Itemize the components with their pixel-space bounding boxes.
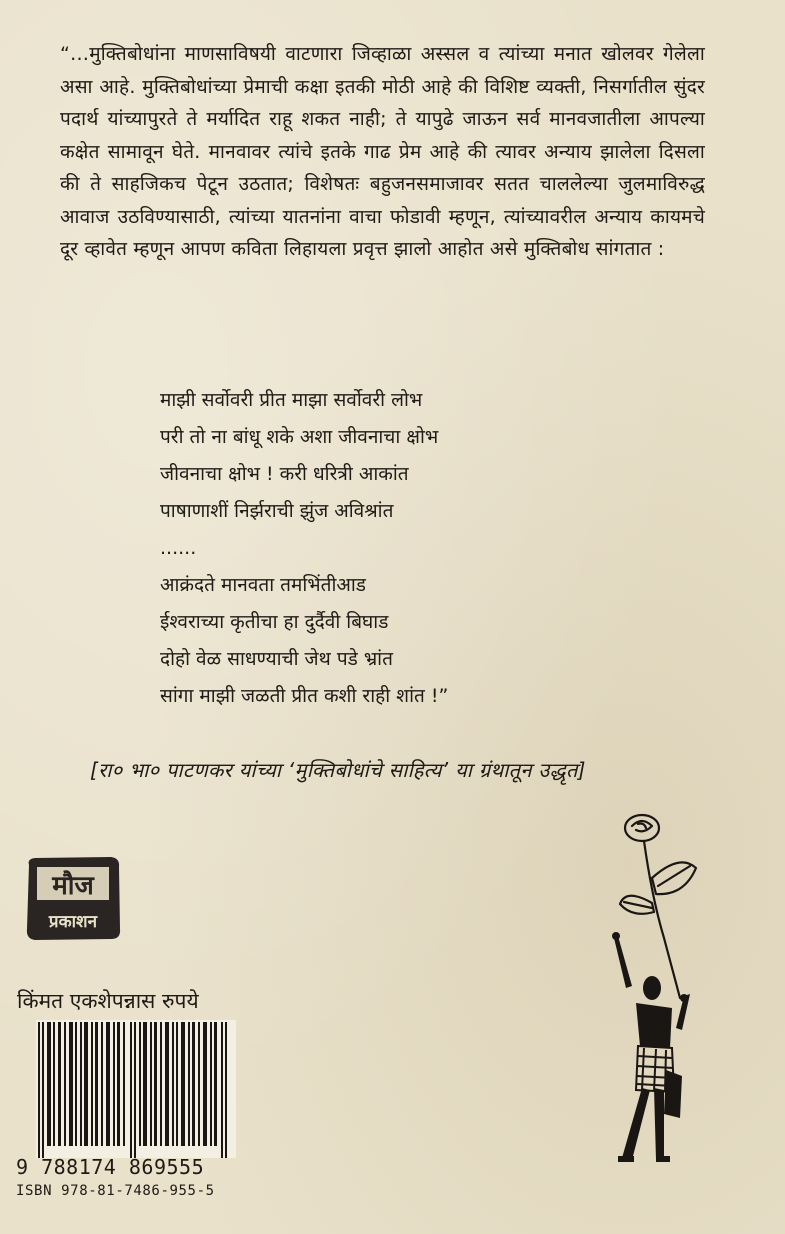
barcode-number: 9 788174 869555: [16, 1155, 205, 1179]
logo-text-mauj: मौज: [52, 871, 94, 901]
figure-with-flower-illustration: [592, 808, 712, 1168]
poem-line: दोहो वेळ साधण्याची जेथ पडे भ्रांत: [160, 648, 393, 670]
barcode: [36, 1020, 236, 1158]
logo-text-prakashan: प्रकाशन: [48, 912, 98, 932]
publisher-logo: [23, 855, 123, 941]
source-citation: [रा० भा० पाटणकर यांच्या ‘मुक्तिबोधांचे साहित्य’ या ग्रंथातून उद्धृत]: [90, 758, 586, 782]
poem-line: पाषाणाशीं निर्झराची झुंज अविश्रांत: [160, 500, 394, 522]
intro-paragraph: “…मुक्तिबोधांना माणसाविषयी वाटणारा जिव्हाळा अस्सल व त्यांच्या मनात खोलवर गेलेला असा आहे. मुक्तिबोधांच्या प्रेमाची कक्षा इतकी मोठी आहे की विशिष्ट व्यक्ती, निसर्गातील सुंदर पदार्थ यांच्यापुरते ते मर्यादित राहू शकत नाही; ते यापुढे जाऊन सर्व मानवजातीला आपल्या कक्षेत सामावून घेते. मानवावर त्यांचे इतके गाढ प्रेम आहे की त्यावर अन्याय झालेला दिसला की ते साहजिकच पेटून उठतात; विशेषतः बहुजनसमाजावर सतत चाललेल्या जुलमाविरुद्ध आवाज उठविण्यासाठी, त्यांच्या यातनांना वाचा फोडावी म्हणून, त्यांच्यावरील अन्याय कायमचे दूर व्हावेत म्हणून आपण कविता लिहायला प्रवृत्त झालो आहोत असे मुक्तिबोध सांगतात :: [60, 43, 705, 260]
poem: [160, 382, 680, 715]
poem-line: माझी सर्वोवरी प्रीत माझा सर्वोवरी लोभ: [160, 389, 423, 411]
poem-ellipsis: ......: [160, 537, 197, 559]
poem-line: ईश्वराच्या कृतीचा हा दुर्दैवी बिघाड: [160, 611, 389, 633]
poem-line: सांगा माझी जळती प्रीत कशी राही शांत !”: [160, 685, 449, 707]
poem-line: जीवनाचा क्षोभ ! करी धरित्री आकांत: [160, 463, 409, 485]
price-label: किंमत एकशेपन्नास रुपये: [17, 989, 199, 1013]
isbn-label: ISBN 978-81-7486-955-5: [16, 1183, 215, 1199]
poem-line: परी तो ना बांधू शके अशा जीवनाचा क्षोभ: [160, 426, 439, 448]
poem-line: आक्रंदते मानवता तमभिंतीआड: [160, 574, 366, 596]
